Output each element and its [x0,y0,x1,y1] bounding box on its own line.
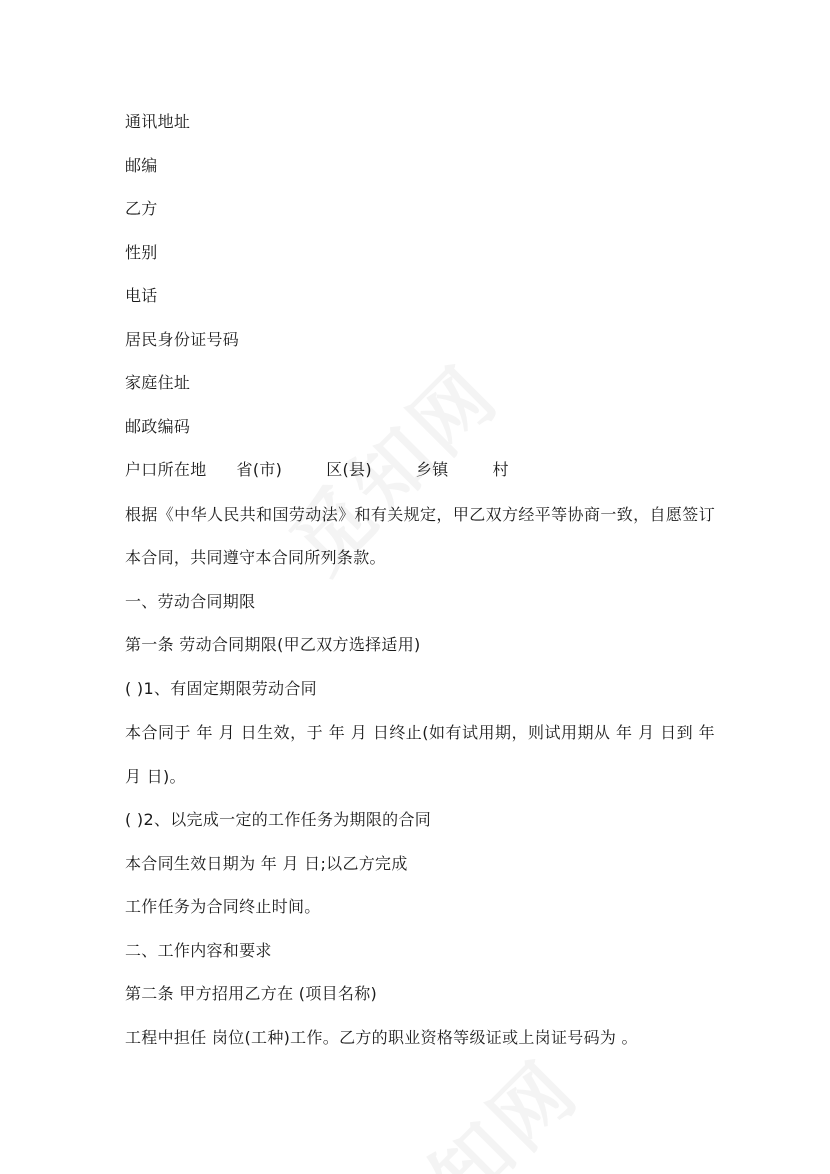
option-fixed-term: ( )1、有固定期限劳动合同 [125,678,317,698]
task-based-paragraph-cont: 工作任务为合同终止时间。 [125,897,321,916]
hukou-label: 户口所在地 [125,460,207,479]
field-postal-code: 邮政编码 [125,416,191,436]
hukou-town: 乡镇 [415,460,449,479]
field-id-number: 居民身份证号码 [125,329,240,349]
hukou-village: 村 [492,460,509,479]
field-gender: 性别 [125,242,158,262]
article-2-heading: 第二条 甲方招用乙方在 (项目名称) [125,984,378,1003]
party-b-label: 乙方 [125,199,158,218]
field-home-address: 家庭住址 [125,373,191,392]
option-task-based: ( )2、以完成一定的工作任务为期限的合同 [125,810,432,829]
contract-body [125,111,715,1070]
field-phone: 电话 [125,286,158,305]
section-heading-term: 一、劳动合同期限 [125,591,256,611]
work-position-paragraph: 工程中担任 岗位(工种)工作。乙方的职业资格等级证或上岗证号码为 。 [125,1027,638,1047]
hukou-province: 省(市) [236,460,283,479]
field-mailing-address: 通讯地址 [125,112,191,131]
field-postcode: 邮编 [125,155,158,175]
article-1-heading: 第一条 劳动合同期限(甲乙双方选择适用) [125,635,421,654]
field-hukou [125,459,715,481]
section-heading-work: 二、工作内容和要求 [125,940,272,960]
preamble-paragraph: 根据《中华人民共和国劳动法》和有关规定，甲乙双方经平等协商一致，自愿签订本合同，共同遵守本合同所列条款。 [125,504,715,567]
fixed-term-paragraph: 本合同于 年 月 日生效，于 年 月 日终止(如有试用期，则试用期从 年 月 日到 年 月 日)。 [125,723,715,786]
hukou-district: 区(县) [326,460,372,479]
task-based-paragraph: 本合同生效日期为 年 月 日;以乙方完成 [125,853,408,873]
